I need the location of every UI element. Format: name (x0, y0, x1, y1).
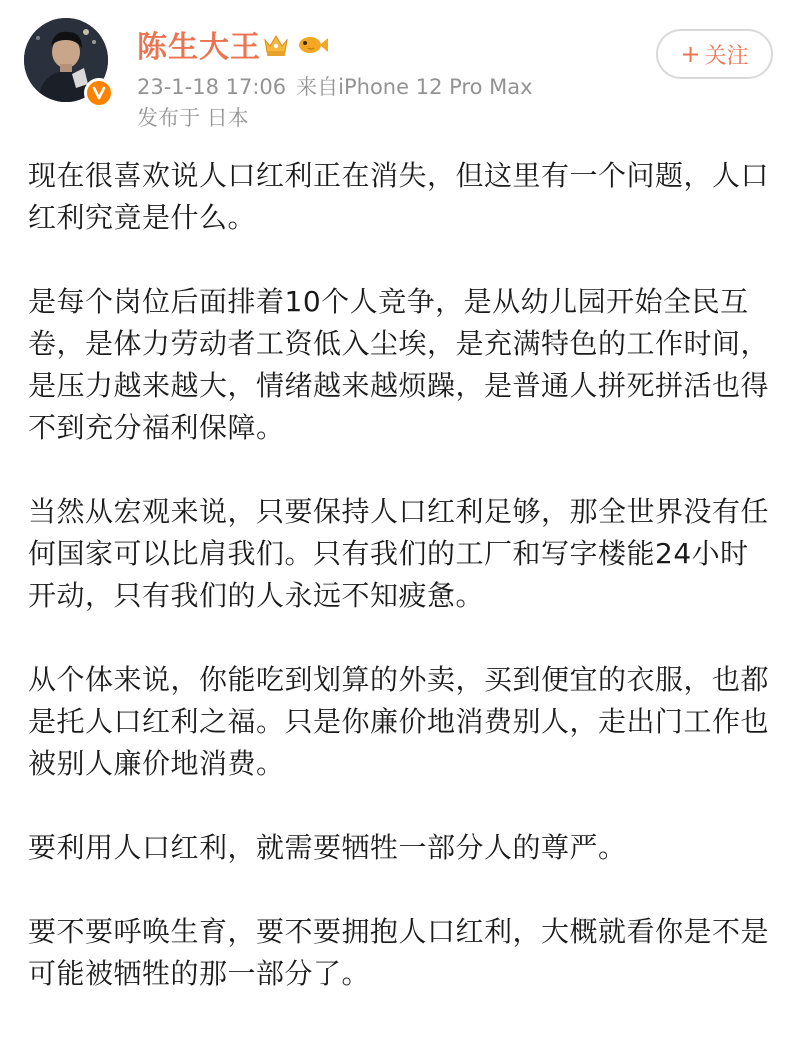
post-paragraph: 是每个岗位后面排着10个人竞争，是从幼儿园开始全民互卷，是体力劳动者工资低入尘埃，是充满特色的工作时间，是压力越来越大，情绪越来越烦躁，是普通人拼死拼活也得不到充分福利保障。 (28, 285, 770, 444)
post-source: 来自iPhone 12 Pro Max (296, 75, 533, 99)
post-paragraph: 要不要呼唤生育，要不要拥抱人口红利，大概就看你是不是可能被牺牲的那一部分了。 (28, 915, 770, 990)
post-meta (137, 74, 533, 100)
user-badges (262, 32, 330, 62)
follow-label: 关注 (704, 43, 749, 69)
post-body (28, 155, 773, 995)
crown-badge-icon[interactable] (262, 32, 290, 62)
post-location: 发布于 日本 (137, 106, 249, 130)
avatar[interactable] (24, 18, 116, 110)
verified-icon (84, 78, 114, 108)
post-timestamp: 23-1-18 17:06 (137, 75, 287, 99)
post-paragraph: 当然从宏观来说，只要保持人口红利足够，那全世界没有任何国家可以比肩我们。只有我们的工厂和写字楼能24小时开动，只有我们的人永远不知疲惫。 (28, 495, 770, 612)
post-header (0, 0, 800, 140)
post-paragraph: 现在很喜欢说人口红利正在消失，但这里有一个问题，人口红利究竟是什么。 (28, 159, 770, 234)
plus-icon: + (680, 40, 701, 68)
post-paragraph: 要利用人口红利，就需要牺牲一部分人的尊严。 (28, 831, 627, 864)
fish-badge-icon[interactable] (296, 32, 330, 62)
follow-button[interactable] (656, 29, 773, 79)
user-name[interactable]: 陈生大王 (137, 30, 261, 65)
post-paragraph: 从个体来说，你能吃到划算的外卖，买到便宜的衣服，也都是托人口红利之福。只是你廉价地消费别人，走出门工作也被别人廉价地消费。 (28, 663, 770, 780)
